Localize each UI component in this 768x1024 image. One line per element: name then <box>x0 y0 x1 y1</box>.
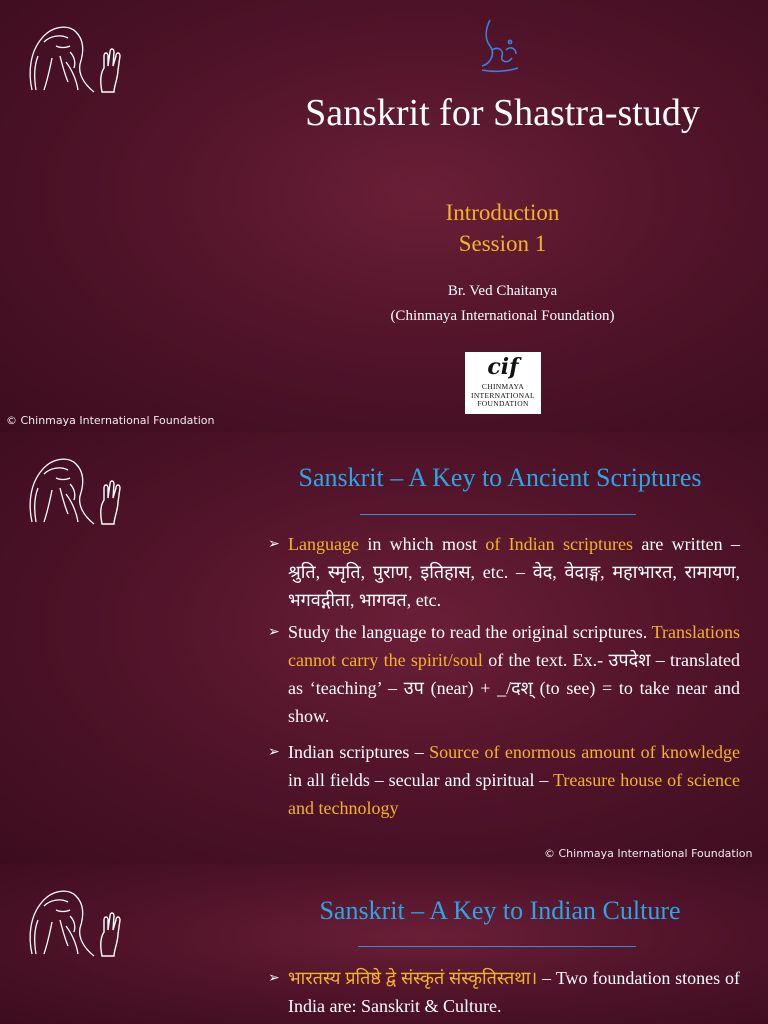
arrow-bullet-icon: ➢ <box>268 970 280 986</box>
cif-logo-line3: FOUNDATION <box>477 399 529 408</box>
culture-slide <box>0 864 768 1024</box>
body-text: of the text. Ex.- उपदेश – translated as ‘teaching’ – उप (near) + _/दश् (to see) = to take near and show. <box>288 650 740 726</box>
subtitle-introduction: Introduction <box>445 200 560 225</box>
slide-heading: Sanskrit – A Key to Indian Culture <box>319 896 681 925</box>
cif-logo-line1: CHINMAYA <box>481 382 525 391</box>
author-name: Br. Ved Chaitanya <box>447 283 558 299</box>
body-text: in which most <box>358 534 486 554</box>
bullet-item <box>268 530 740 614</box>
subtitle-session: Session 1 <box>458 231 547 256</box>
bullet-text <box>288 742 740 818</box>
body-text: in all fields – secular and spiritual – <box>288 770 553 790</box>
arrow-bullet-icon: ➢ <box>268 536 280 552</box>
arrow-bullet-icon: ➢ <box>268 624 280 640</box>
copyright-notice: © Chinmaya International Foundation <box>544 847 753 860</box>
highlighted-text: Source of enormous amount of knowledge <box>429 742 740 762</box>
cif-logo <box>465 352 541 414</box>
heading-underline <box>360 514 636 515</box>
body-text: Study the language to read the original scriptures. <box>288 622 652 642</box>
author-organization: (Chinmaya International Foundation) <box>390 308 615 324</box>
bullet-item <box>268 964 740 1020</box>
sage-portrait-icon <box>14 444 129 530</box>
sage-portrait-icon <box>14 12 129 98</box>
body-text: are written – श्रुति, स्मृति, पुराण, इतिहास, etc. – वेद, वेदाङ्ग, महाभारत, रामायण, भगवद्गीता, भागवत, etc. <box>288 534 740 610</box>
highlighted-text: of Indian scriptures <box>485 534 633 554</box>
sage-portrait-icon <box>14 876 129 962</box>
highlighted-text: Treasure house of science and technology <box>288 770 741 818</box>
presentation-title: Sanskrit for Shastra-study <box>305 92 700 134</box>
cif-logo-text <box>465 383 541 409</box>
bullet-text <box>288 622 740 726</box>
body-text: Indian scriptures – <box>288 742 430 762</box>
title-slide <box>0 0 768 432</box>
bullet-list <box>268 964 740 1020</box>
om-logo-icon <box>476 16 522 74</box>
bullet-list <box>268 530 740 822</box>
heading-underline <box>358 946 636 947</box>
slide-heading: Sanskrit – A Key to Ancient Scriptures <box>298 463 702 492</box>
cif-logo-mark: cif <box>487 354 519 380</box>
scriptures-slide <box>0 432 768 864</box>
copyright-notice: © Chinmaya International Foundation <box>6 414 215 427</box>
highlighted-text: भारतस्य प्रतिष्ठे द्वे संस्कृतं संस्कृतिस्तथा। <box>288 968 538 988</box>
body-text: – Two foundation stones of India are: Sanskrit & Culture. <box>288 968 740 1016</box>
arrow-bullet-icon: ➢ <box>268 744 280 760</box>
cif-logo-line2: INTERNATIONAL <box>471 390 535 400</box>
highlighted-text: Language <box>288 534 359 554</box>
bullet-text <box>288 968 740 1016</box>
bullet-item <box>268 738 740 822</box>
highlighted-text: Translations cannot carry the spirit/soul <box>288 622 740 670</box>
bullet-text <box>288 534 740 610</box>
bullet-item <box>268 618 740 730</box>
